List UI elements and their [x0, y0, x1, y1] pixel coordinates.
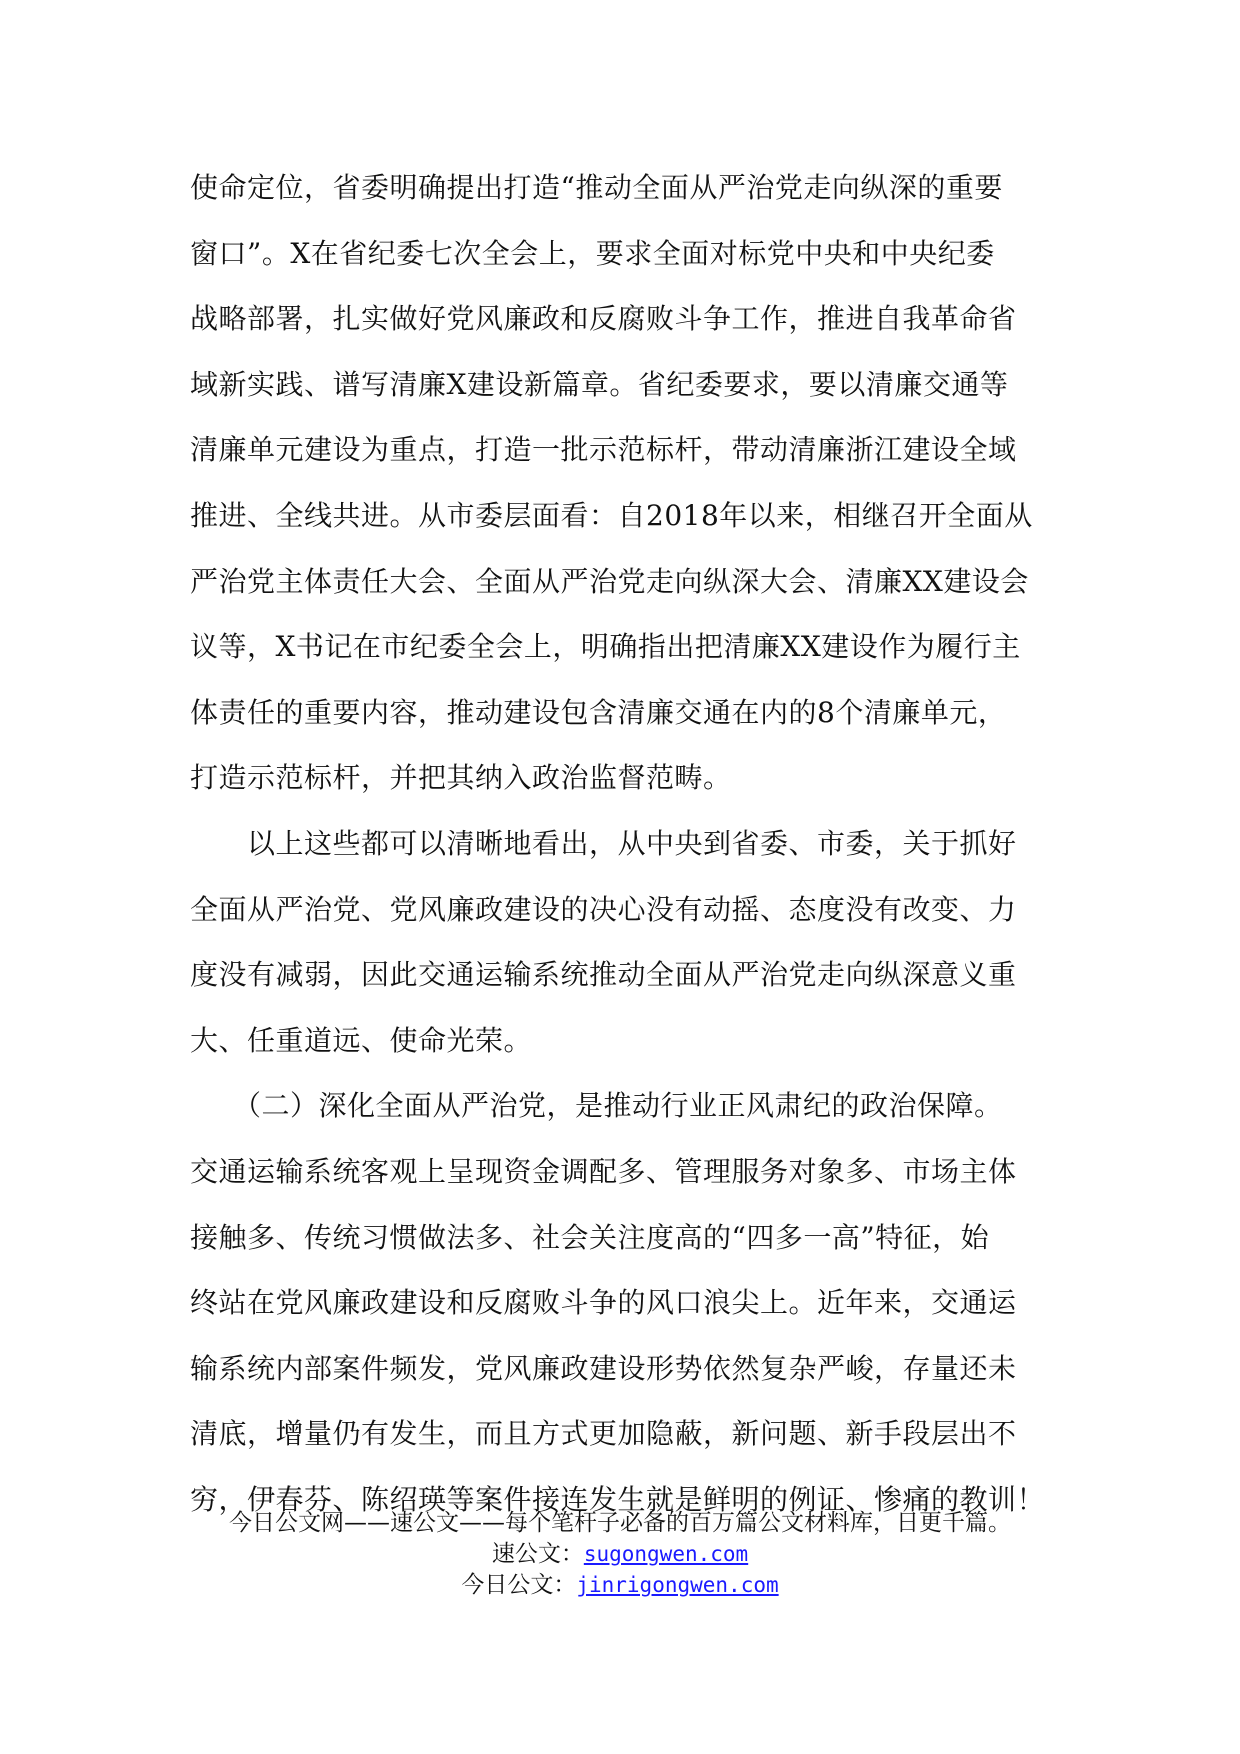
document-body [190, 155, 1070, 1532]
text-line: 战略部署，扎实做好党风廉政和反腐败斗争工作，推进自我革命省 [190, 302, 1017, 336]
text-line: 终站在党风廉政建设和反腐败斗争的风口浪尖上。近年来，交通运 [190, 1286, 1017, 1320]
text-line: 输系统内部案件频发，党风廉政建设形势依然复杂严峻，存量还未 [190, 1351, 1017, 1385]
text-line: 严治党主体责任大会、全面从严治党走向纵深大会、清廉XX建设会 [190, 564, 1029, 598]
text-line: 体责任的重要内容，推动建设包含清廉交通在内的8个清廉单元， [190, 695, 1007, 729]
text-line: 大、任重道远、使命光荣。 [190, 1023, 533, 1057]
text-line: 使命定位，省委明确提出打造“推动全面从严治党走向纵深的重要 [190, 171, 1003, 204]
text-line: 打造示范标杆，并把其纳入政治监督范畴。 [190, 761, 732, 795]
text-line: 推进、全线共进。从市委层面看：自2018年以来，相继召开全面从 [190, 498, 1033, 532]
text-line: 接触多、传统习惯做法多、社会关注度高的“四多一高”特征，始 [190, 1220, 990, 1254]
footer-site-1-label: 速公文： [491, 1541, 584, 1567]
footer [0, 1508, 1240, 1601]
footer-site-1 [0, 1539, 1240, 1570]
text-line: 清底，增量仍有发生，而且方式更加隐蔽，新问题、新手段层出不 [190, 1417, 1017, 1451]
text-line: 域新实践、谱写清廉X建设新篇章。省纪委要求，要以清廉交通等 [190, 367, 1009, 401]
text-line: 交通运输系统客观上呈现资金调配多、管理服务对象多、市场主体 [190, 1154, 1017, 1188]
text-line: 度没有减弱，因此交通运输系统推动全面从严治党走向纵深意义重 [190, 958, 1017, 992]
text-line: 穷，伊春芬、陈绍瑛等案件接连发生就是鲜明的例证、惨痛的教训！ [190, 1482, 1046, 1516]
text-line: 窗口”。X在省纪委七次全会上，要求全面对标党中央和中央纪委 [190, 236, 995, 270]
footer-slogan: 今日公文网——速公文——每个笔杆子必备的百万篇公文材料库，日更千篇。 [229, 1510, 1011, 1536]
footer-site-1-link[interactable]: sugongwen.com [583, 1542, 749, 1566]
text-line: （二）深化全面从严治党，是推动行业正风肃纪的政治保障。 [190, 1089, 1003, 1123]
text-line: 议等，X书记在市纪委全会上，明确指出把清廉XX建设作为履行主 [190, 630, 1021, 664]
footer-site-2-link[interactable]: jinrigongwen.com [576, 1573, 779, 1597]
footer-site-2 [0, 1570, 1240, 1601]
footer-site-2-label: 今日公文： [461, 1572, 577, 1598]
text-line: 全面从严治党、党风廉政建设的决心没有动摇、态度没有改变、力 [190, 892, 1017, 926]
text-line: 清廉单元建设为重点，打造一批示范标杆，带动清廉浙江建设全域 [190, 433, 1017, 467]
text-line: 以上这些都可以清晰地看出，从中央到省委、市委，关于抓好 [190, 826, 1017, 860]
